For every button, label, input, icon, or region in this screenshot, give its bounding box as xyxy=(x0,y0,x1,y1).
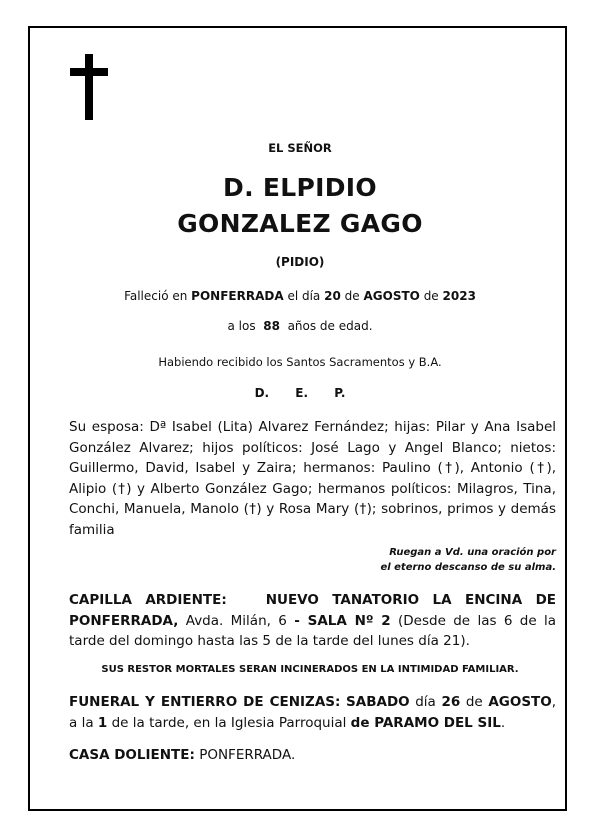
deceased-name-line1: D. ELPIDIO xyxy=(223,173,377,202)
dep-line: D. E. P. xyxy=(254,386,346,400)
incineration-note: SUS RESTOR MORTALES SERAN INCINERADOS EN LA INTIMIDAD FAMILIAR. xyxy=(101,664,519,675)
funeral-label: FUNERAL Y ENTIERRO DE CENIZAS: xyxy=(69,694,341,710)
capilla-sala: - SALA Nº 2 xyxy=(294,612,391,629)
capilla-place: NUEVO TANATORIO LA ENCINA DE PONFERRADA, xyxy=(69,592,556,629)
funeral-month: AGOSTO xyxy=(488,694,552,710)
casa-doliente xyxy=(69,745,556,766)
death-day: 20 xyxy=(324,289,341,303)
funeral-hour: 1 xyxy=(97,714,108,731)
funeral-info: FUNERAL Y ENTIERRO DE CENIZAS: SABADO día 26 de AGOSTO, a la 1 de la tarde, en la Iglesia Parroquial de PARAMO DEL SIL. xyxy=(69,694,557,731)
casa-label: CASA DOLIENTE: xyxy=(69,747,195,763)
sacraments-line: Habiendo recibido los Santos Sacramentos y B.A. xyxy=(158,355,442,369)
funeral-weekday: SABADO xyxy=(346,694,410,710)
death-year: 2023 xyxy=(442,289,476,303)
death-line: Falleció en PONFERRADA el día 20 de AGOSTO de 2023 xyxy=(124,289,476,303)
capilla-ardiente xyxy=(69,590,556,652)
casa-value: PONFERRADA. xyxy=(199,747,296,763)
funeral-day: 26 xyxy=(441,694,461,710)
nickname: (PIDIO) xyxy=(275,255,325,269)
capilla-address: Avda. Milán, 6 xyxy=(185,612,287,629)
prayer-note: Ruegan a Vd. una oración por el eterno descanso de su alma. xyxy=(380,547,556,573)
funeral-church-place: de PARAMO DEL SIL xyxy=(350,714,501,731)
capilla-hours: (Desde de las 6 de la tarde del domingo hasta las 5 de la tarde del lunes día 21). xyxy=(69,612,557,649)
age-line: a los 88 años de edad. xyxy=(227,319,373,333)
cross-icon xyxy=(70,54,108,120)
death-month: AGOSTO xyxy=(363,289,420,303)
capilla-label: CAPILLA ARDIENTE: xyxy=(69,592,227,608)
deceased-name-line2: GONZALEZ GAGO xyxy=(177,209,423,238)
age-value: 88 xyxy=(263,319,280,333)
family-paragraph: Su esposa: Dª Isabel (Lita) Alvarez Fernández; hijas: Pilar y Ana Isabel González Alvarez; hijos políticos: José Lago y Angel Blanco; nietos: Guillermo, David, Isabel y Zaira; hermanos: Paulino (†), Antonio (†), Alipio (†) y Alberto González Gago; hermanos políticos: Milagros, Tina, Conchi, Manuela, Manolo (†) y Rosa Mary (†); sobrinos, primos y demás familia xyxy=(69,419,556,538)
death-place: PONFERRADA xyxy=(191,289,284,303)
title-label: EL SEÑOR xyxy=(268,141,332,155)
